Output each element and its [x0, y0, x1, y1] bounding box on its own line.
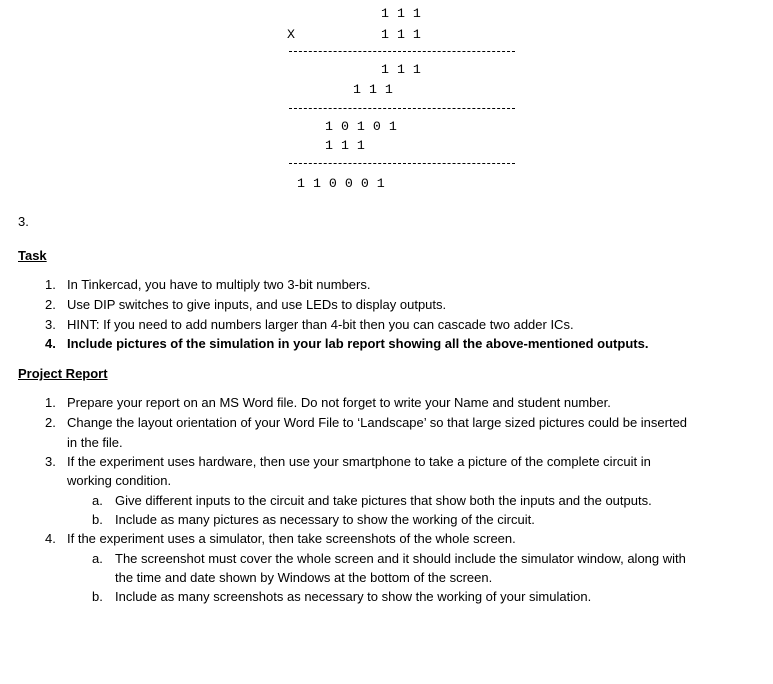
- times-sign: X: [287, 27, 295, 42]
- task-item-num: 3.: [45, 317, 56, 332]
- report-subitem-num: a.: [92, 551, 103, 566]
- partial-product-1: 1 1 1: [381, 62, 421, 77]
- report-item-text: If the experiment uses hardware, then use your smartphone to take a picture of the complete circuit in: [67, 454, 651, 469]
- report-item-text-cont: working condition.: [67, 473, 172, 488]
- report-item-text-cont: in the file.: [67, 435, 123, 450]
- report-heading: Project Report: [18, 366, 108, 381]
- report-item-num: 4.: [45, 531, 56, 546]
- report-item-text: If the experiment uses a simulator, then take screenshots of the whole screen.: [67, 531, 516, 546]
- report-subitem-text: The screenshot must cover the whole screen and it should include the simulator window, along with: [115, 551, 686, 566]
- report-subitem-num: a.: [92, 493, 103, 508]
- final-result: 1 1 0 0 0 1: [297, 176, 385, 191]
- task-item-text: Include pictures of the simulation in your lab report showing all the above-mentioned outputs.: [67, 336, 649, 351]
- report-item-num: 1.: [45, 395, 56, 410]
- report-subitem-text-cont: the time and date shown by Windows at the bottom of the screen.: [115, 570, 493, 585]
- intermediate-sum: 1 0 1 0 1: [325, 119, 397, 134]
- divider-line-3: [289, 163, 515, 164]
- task-item-num: 2.: [45, 297, 56, 312]
- report-subitem-text: Include as many pictures as necessary to show the working of the circuit.: [115, 512, 535, 527]
- report-item-num: 2.: [45, 415, 56, 430]
- divider-line-1: [289, 51, 515, 52]
- question-number: 3.: [18, 214, 29, 229]
- task-heading: Task: [18, 248, 47, 263]
- report-subitem-text: Give different inputs to the circuit and take pictures that show both the inputs and the outputs.: [115, 493, 652, 508]
- partial-product-2: 1 1 1: [353, 82, 393, 97]
- partial-product-3: 1 1 1: [325, 138, 365, 153]
- report-subitem-num: b.: [92, 512, 103, 527]
- task-item-num: 1.: [45, 277, 56, 292]
- report-item-num: 3.: [45, 454, 56, 469]
- task-item-text: HINT: If you need to add numbers larger than 4-bit then you can cascade two adder ICs.: [67, 317, 574, 332]
- operand-2: 1 1 1: [381, 27, 421, 42]
- task-item-text: In Tinkercad, you have to multiply two 3-bit numbers.: [67, 277, 371, 292]
- task-item-text: Use DIP switches to give inputs, and use LEDs to display outputs.: [67, 297, 447, 312]
- operand-1: 1 1 1: [381, 6, 421, 21]
- divider-line-2: [289, 108, 515, 109]
- report-subitem-text: Include as many screenshots as necessary to show the working of your simulation.: [115, 589, 592, 604]
- report-item-text: Change the layout orientation of your Word File to ‘Landscape’ so that large sized pictures could be inserted: [67, 415, 688, 430]
- report-subitem-num: b.: [92, 589, 103, 604]
- report-item-text: Prepare your report on an MS Word file. Do not forget to write your Name and student number.: [67, 395, 611, 410]
- task-item-num: 4.: [45, 336, 56, 351]
